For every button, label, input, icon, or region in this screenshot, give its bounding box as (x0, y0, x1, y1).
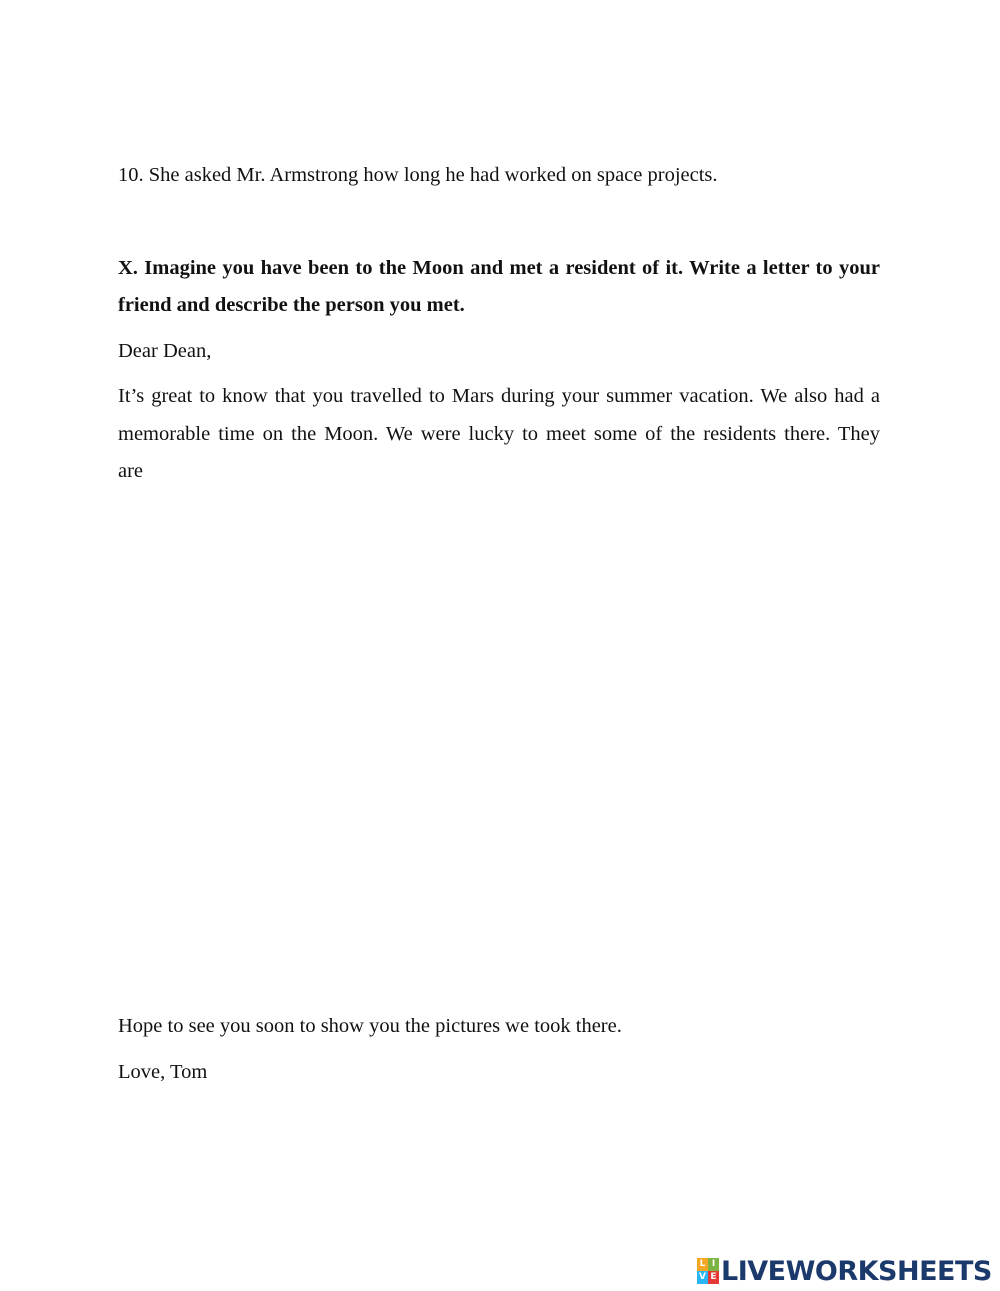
liveworksheets-logo (697, 1254, 992, 1288)
letter-greeting: Dear Dean, (118, 340, 212, 362)
logo-wordmark: LIVEWORKSHEETS (721, 1255, 992, 1287)
letter-closing: Hope to see you soon to show you the pictures we took there. (118, 1015, 622, 1037)
letter-body-line-3: are (118, 460, 144, 482)
letter-signoff: Love, Tom (118, 1061, 208, 1083)
logo-letter: E (708, 1271, 719, 1284)
logo-letter: I (708, 1258, 719, 1271)
logo-mark-icon (697, 1258, 719, 1284)
section-x-heading-line-2: friend and describe the person you met. (118, 294, 465, 316)
section-x-heading-line-1: X. Imagine you have been to the Moon and met a resident of it. Write a letter to your (118, 257, 880, 279)
question-10: 10. She asked Mr. Armstrong how long he had worked on space projects. (118, 164, 718, 186)
logo-letter: V (697, 1271, 708, 1284)
letter-body-line-2: memorable time on the Moon. We were lucky to meet some of the residents there. They (118, 423, 880, 445)
logo-letter: L (697, 1258, 708, 1271)
letter-body-line-1: It’s great to know that you travelled to Mars during your summer vacation. We also had a (118, 385, 880, 407)
